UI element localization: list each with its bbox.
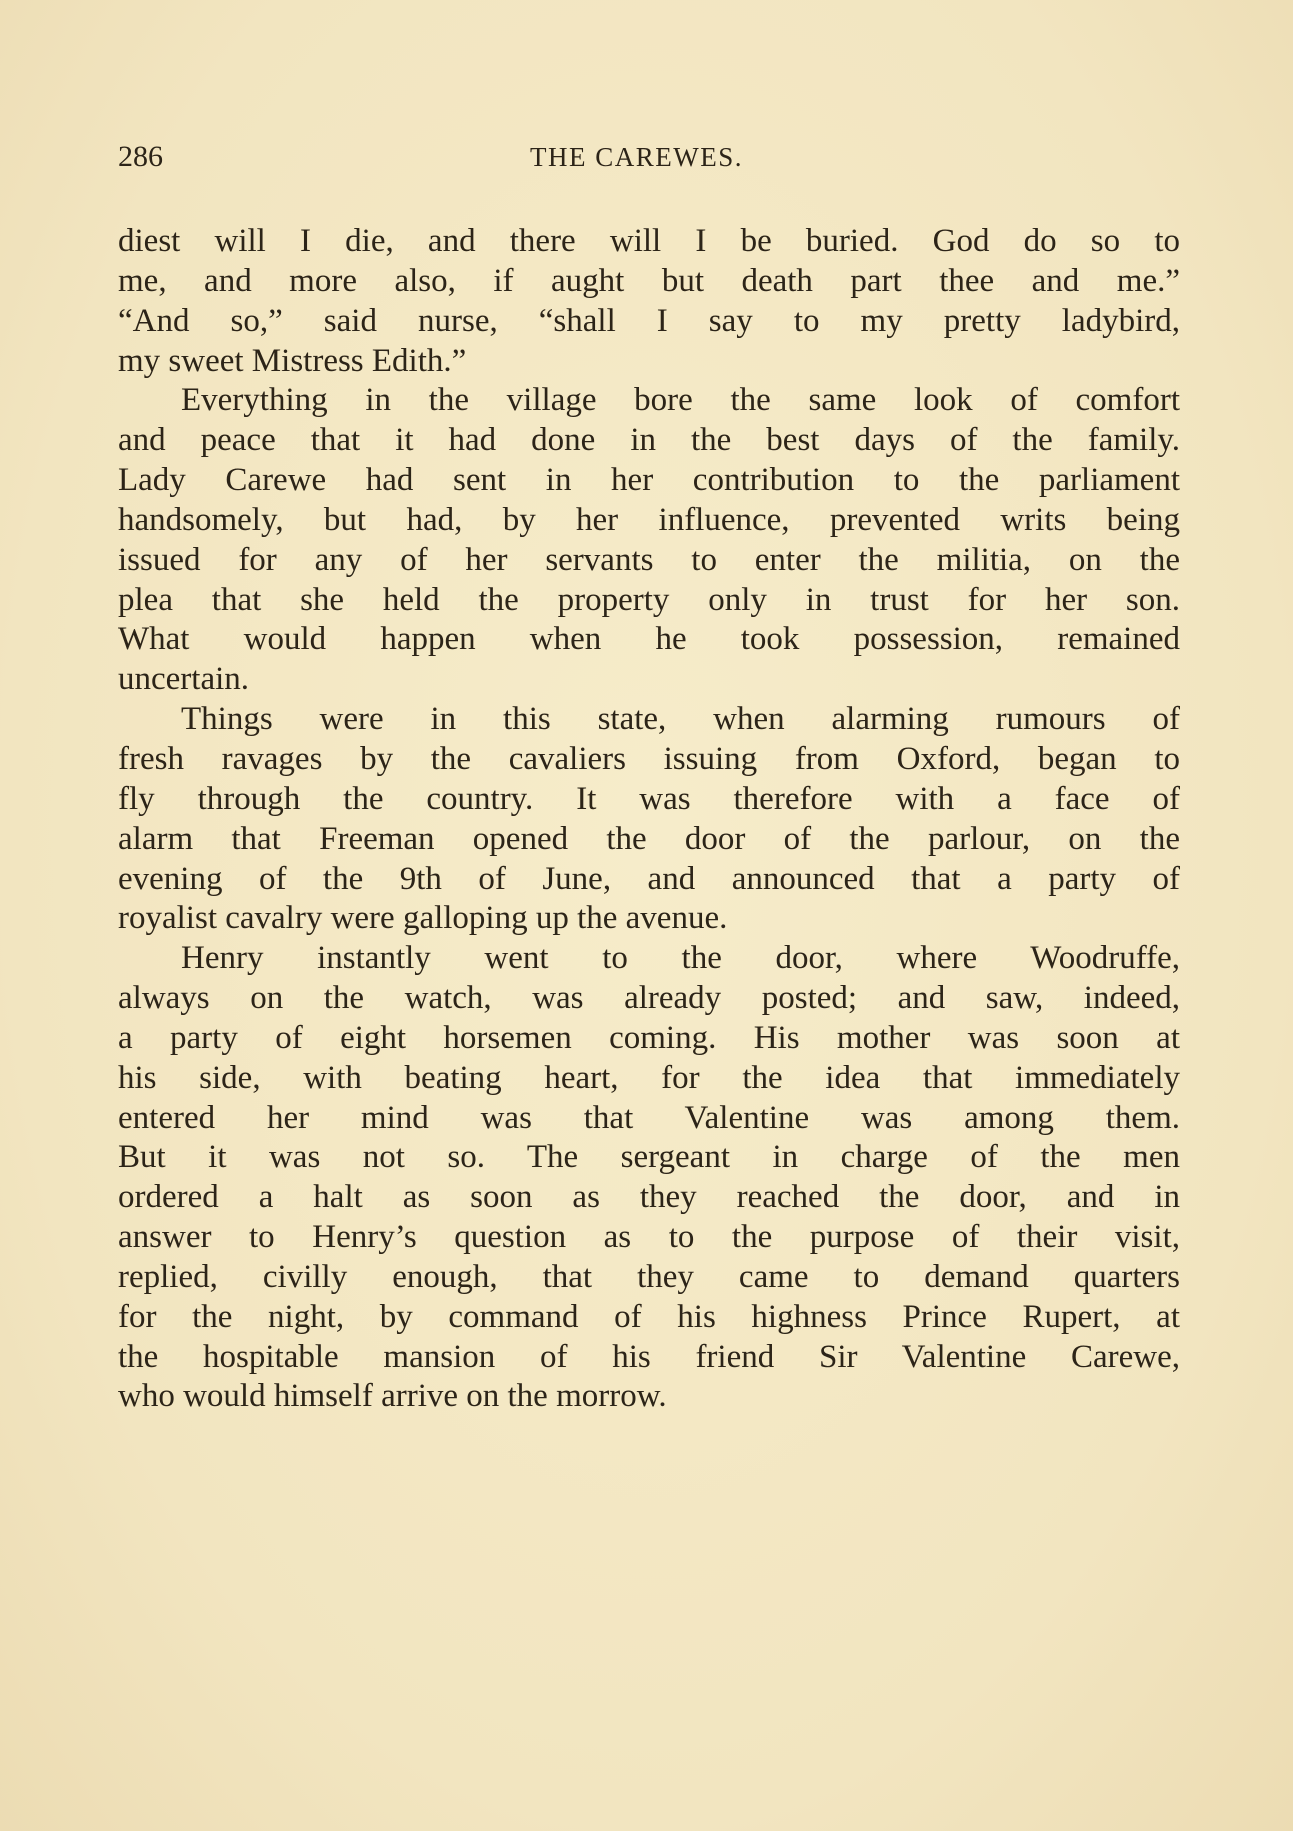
page-number: 286 xyxy=(118,140,163,173)
text-line: Things were in this state, when alarming rumours of xyxy=(181,701,1180,738)
text-line: replied, civilly enough, that they came to demand quarters xyxy=(118,1258,1180,1295)
text-line: issued for any of her servants to enter the militia, on the xyxy=(118,541,1180,578)
text-line: ordered a halt as soon as they reached the door, and in xyxy=(118,1179,1180,1216)
text-line: a party of eight horsemen coming. His mother was soon at xyxy=(118,1019,1180,1056)
text-line: Henry instantly went to the door, where Woodruffe, xyxy=(181,940,1180,977)
text-line: Everything in the village bore the same look of comfort xyxy=(181,382,1180,419)
text-line: who would himself arrive on the morrow. xyxy=(118,1378,667,1415)
text-line: the hospitable mansion of his friend Sir Valentine Carewe, xyxy=(118,1338,1180,1375)
text-line: always on the watch, was already posted; and saw, indeed, xyxy=(118,980,1180,1017)
text-line: and peace that it had done in the best days of the family. xyxy=(118,422,1180,459)
text-line: evening of the 9th of June, and announced that a party of xyxy=(118,860,1180,897)
text-line: for the night, by command of his highness Prince Rupert, at xyxy=(118,1298,1180,1335)
text-line: entered her mind was that Valentine was among them. xyxy=(118,1099,1180,1136)
text-line: What would happen when he took possession, remained xyxy=(118,621,1180,658)
text-line: fresh ravages by the cavaliers issuing from Oxford, began to xyxy=(118,740,1180,777)
body-text xyxy=(118,222,1180,1417)
text-line: plea that she held the property only in trust for her son. xyxy=(118,581,1180,618)
text-line: But it was not so. The sergeant in charge of the men xyxy=(118,1139,1180,1176)
text-line: royalist cavalry were galloping up the avenue. xyxy=(118,900,728,937)
text-line: Lady Carewe had sent in her contribution to the parliament xyxy=(118,462,1180,499)
text-line: handsomely, but had, by her influence, prevented writs being xyxy=(118,501,1180,538)
text-line: diest will I die, and there will I be buried. God do so to xyxy=(118,223,1180,259)
text-line: his side, with beating heart, for the idea that immediately xyxy=(118,1059,1180,1096)
running-head xyxy=(118,137,1180,177)
text-line: “And so,” said nurse, “shall I say to my pretty ladybird, xyxy=(118,302,1180,339)
text-line: my sweet Mistress Edith.” xyxy=(118,342,467,379)
text-line: fly through the country. It was therefore with a face of xyxy=(118,780,1180,817)
text-line: alarm that Freeman opened the door of the parlour, on the xyxy=(118,820,1180,857)
text-line: uncertain. xyxy=(118,661,250,698)
running-title: THE CAREWES. xyxy=(530,142,743,172)
text-line: answer to Henry’s question as to the purpose of their visit, xyxy=(118,1219,1180,1256)
text-line: me, and more also, if aught but death part thee and me.” xyxy=(118,262,1180,299)
